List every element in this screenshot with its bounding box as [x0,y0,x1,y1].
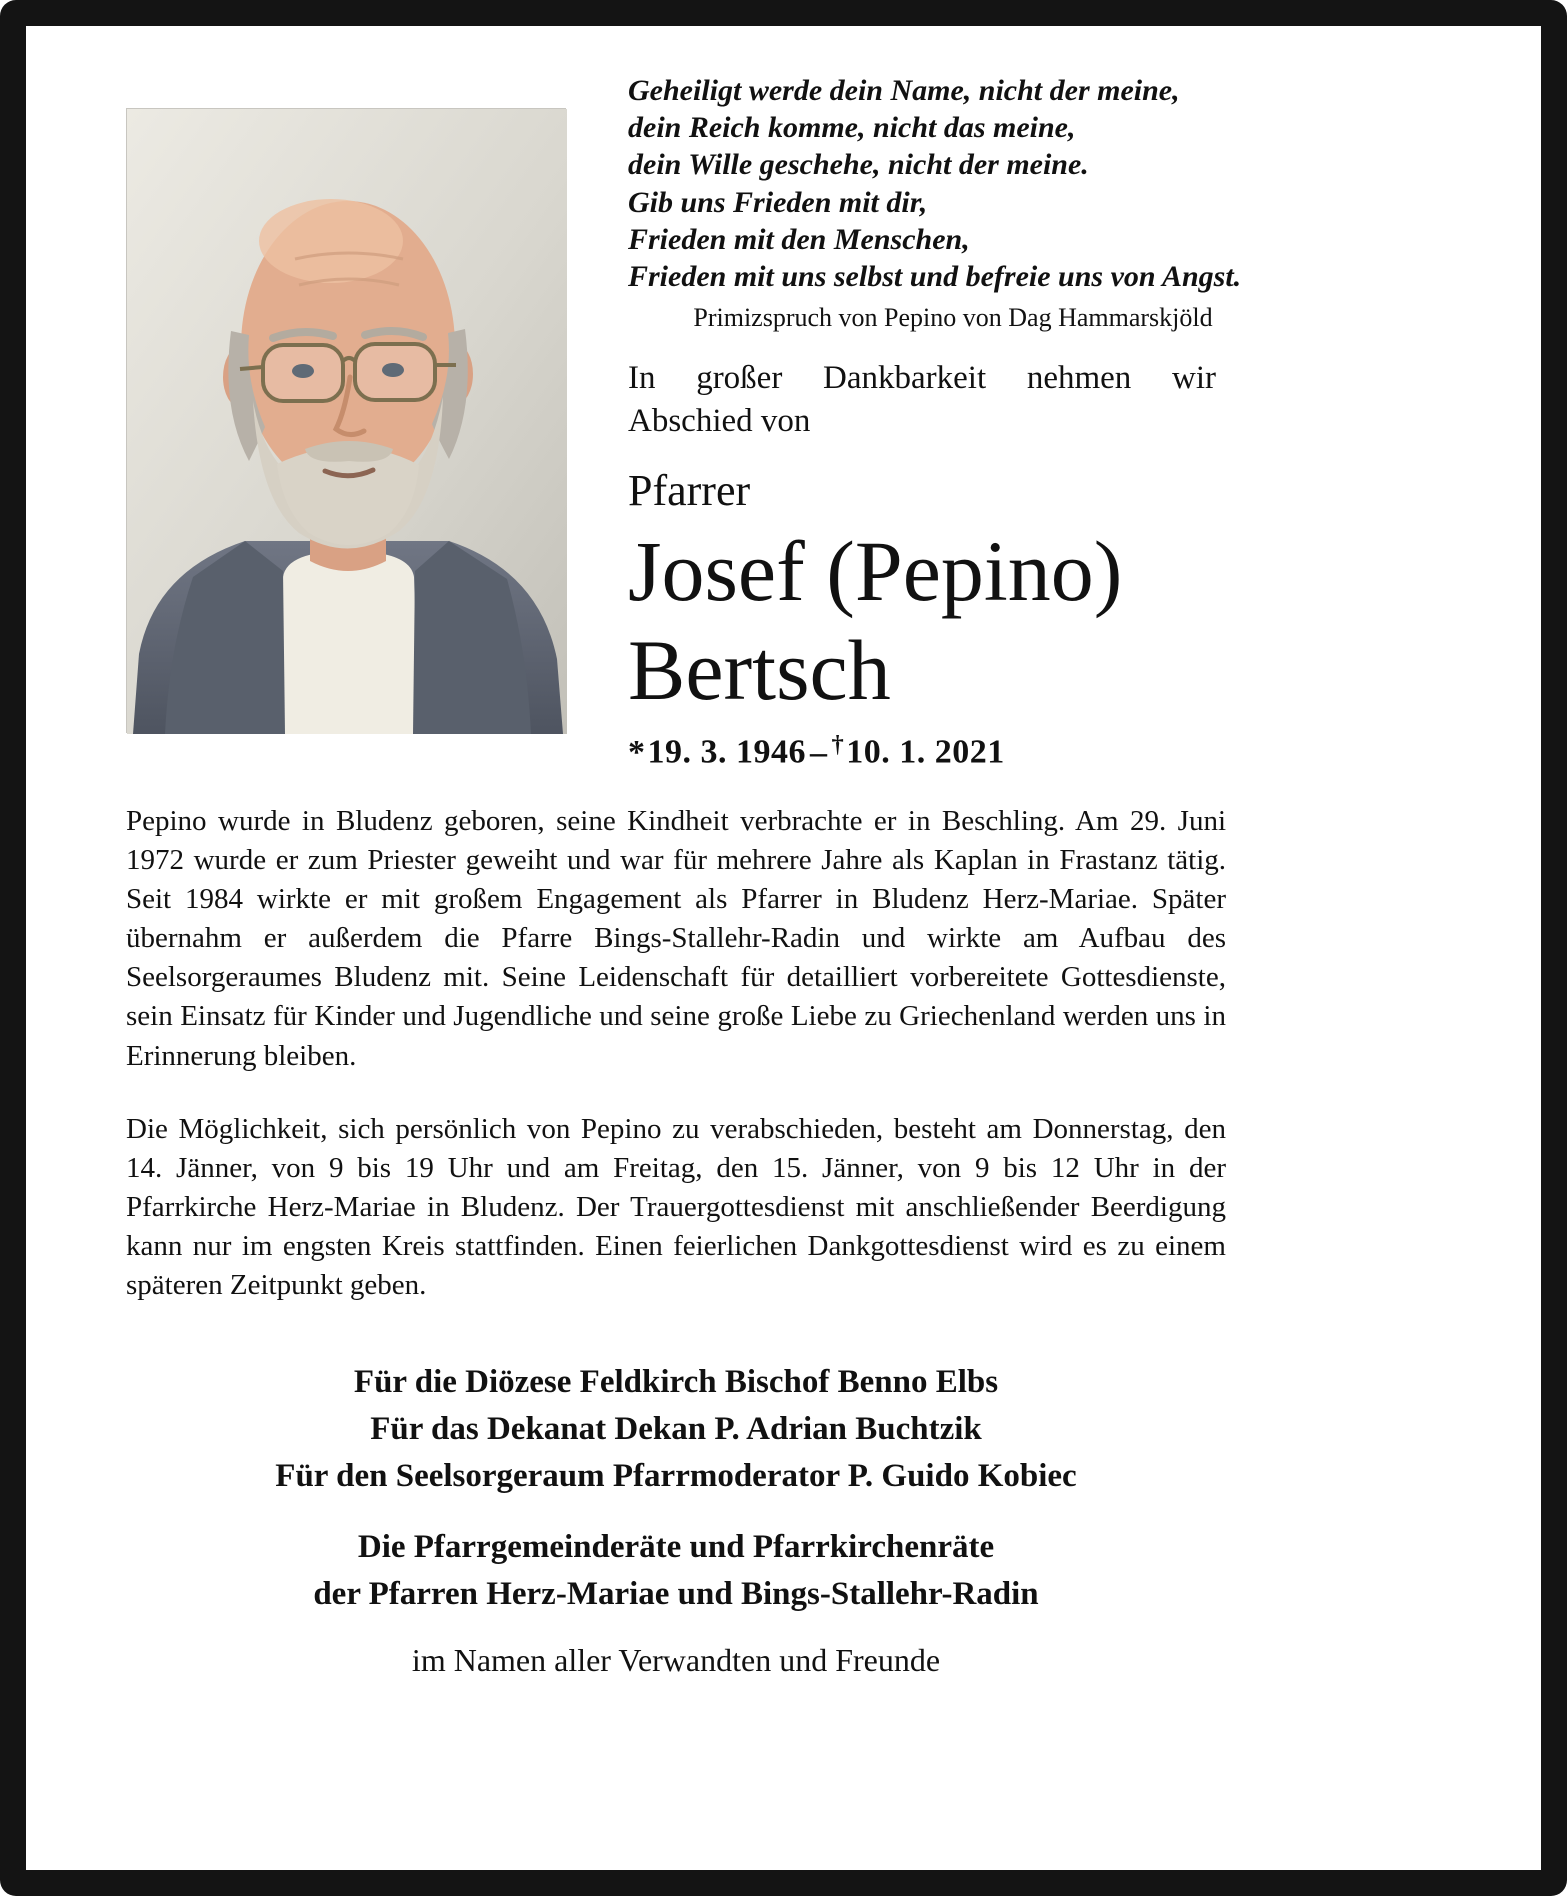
death-symbol: † [831,731,845,759]
portrait-illustration [127,109,567,734]
top-section [126,52,1501,772]
birth-symbol: * [628,733,646,771]
prayer-line: Geheiligt werde dein Name, nicht der meine, [628,74,1180,107]
prayer-line: dein Reich komme, nicht das meine, [628,111,1076,145]
prayer-line: Frieden mit den Menschen, [628,222,970,256]
signatory-seelsorgeraum: Für den Seelsorgeraum Pfarrmoderator P. Guido Kobiec [275,1458,1077,1495]
obituary-content [26,26,1541,1679]
prayer-line: dein Wille geschehe, nicht der meine. [628,148,1089,182]
prayer-line: Gib uns Frieden mit dir, [628,185,928,219]
signatory-diocese: Für die Diözese Feldkirch Bischof Benno Elbs [353,1364,999,1401]
biography-paragraph: Pepino wurde in Bludenz geboren, seine Kindheit verbrachte er in Beschling. Am 29. Juni 1972 wurde er zum Priester geweiht und war für mehrere Jahre als Kaplan in Frastanz tätig. Seit 1984 wirkte er mit großem Engagement als Pfarrer in Bludenz Herz-Mariae. Später übernahm er außerdem die Pfarre Bings-Stallehr-Radin und wirkte am Aufbau des Seelsorgeraumes Bludenz mit. Seine Leidenschaft für detailliert vorbereitete Gottesdienste, sein Einsatz für Kinder und Jugendliche und seine große Liebe zu Griechenland werden uns in Erinnerung bleiben. [126,804,1226,1072]
councils-line1: Die Pfarrgemeinderäte und Pfarrkirchenräte [357,1529,995,1566]
right-column [628,72,1278,772]
death-date: 10. 1. 2021 [846,733,1005,771]
date-separator: – [810,733,828,771]
signatories-block [126,1359,1226,1500]
signatory-dekanat: Für das Dekanat Dekan P. Adrian Buchtzik [370,1411,982,1448]
councils-block [126,1524,1226,1618]
deceased-name-line2: Bertsch [628,621,891,718]
closing-line: im Namen aller Verwandten und Freunde [411,1641,941,1678]
portrait-photo [126,108,566,733]
birth-date: 19. 3. 1946 [647,733,806,771]
prayer-verse [628,72,1278,295]
prayer-line: Frieden mit uns selbst und befreie uns von Angst. [628,259,1242,293]
deceased-name-line1: Josef (Pepino) [628,522,1123,619]
prayer-attribution: Primizspruch von Pepino von Dag Hammarskjöld [693,303,1213,333]
councils-line2: der Pfarren Herz-Mariae und Bings-Stallehr-Radin [313,1575,1039,1612]
deceased-name [628,522,1278,720]
deceased-title: Pfarrer [628,465,751,515]
farewell-paragraph: Die Möglichkeit, sich persönlich von Pepino zu verabschieden, besteht am Donnerstag, den 14. Jänner, von 9 bis 19 Uhr und am Freitag, den 15. Jänner, von 9 bis 12 Uhr in der Pfarrkirche Herz-Mariae in Bludenz. Der Trauergottesdienst mit anschließender Beerdigung kann nur im engsten Kreis stattfinden. Einen feierlichen Dankgottesdienst wird es zu einem späteren Zeitpunkt geben. [126,1112,1226,1302]
farewell-intro: In großer Dankbarkeit nehmen wir Abschied von [628,360,1216,440]
life-dates [628,731,1278,771]
